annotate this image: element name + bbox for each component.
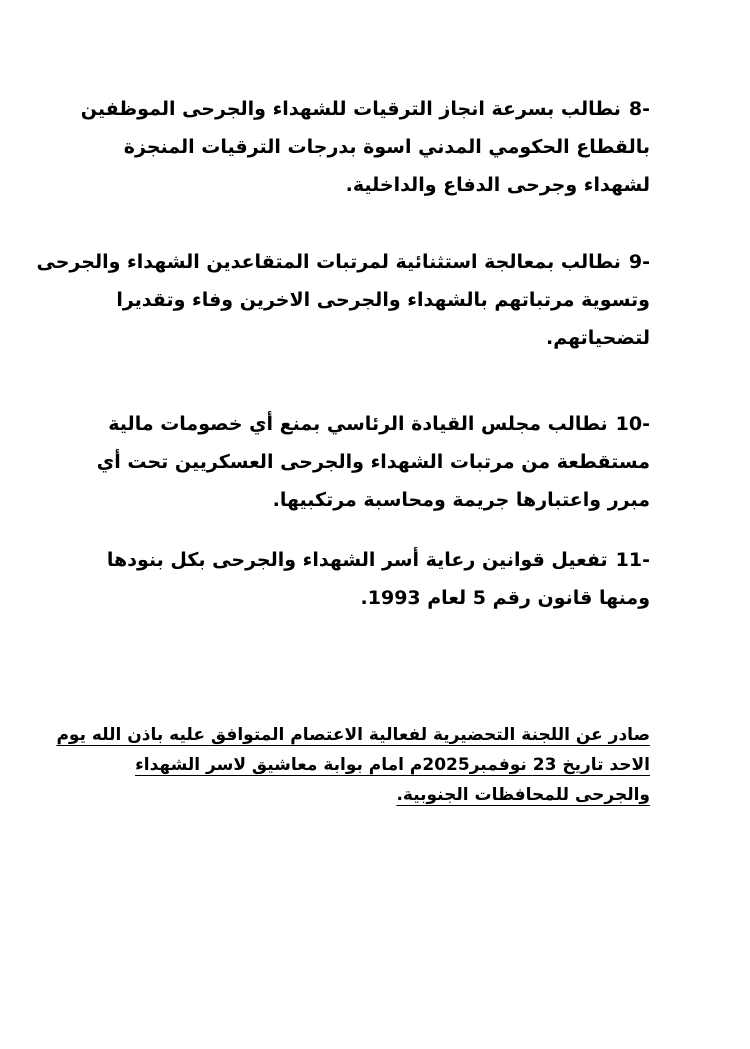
issuer-statement-line-1: صادر عن اللجنة التحضيرية لفعالية الاعتصام المتوافق عليه باذن الله يوم — [56, 725, 650, 745]
demand-item-10-line-2: مستقطعة من مرتبات الشهداء والجرحى العسكريين تحت أي — [96, 451, 650, 473]
demand-item-8-line-2: بالقطاع الحكومي المدني اسوة بدرجات الترقيات المنجزة — [123, 136, 650, 158]
demand-item-11-number: 11- — [615, 549, 650, 571]
demand-item-8-line-3: لشهداء وجرحى الدفاع والداخلية. — [345, 174, 650, 196]
demand-item-8-line-1: 8-نطالب بسرعة انجاز الترقيات للشهداء والجرحى الموظفين — [90, 90, 650, 128]
issuer-statement-line-3: والجرحى للمحافظات الجنوبية. — [396, 785, 650, 805]
demand-item-8 — [80, 90, 650, 204]
demand-item-9 — [36, 243, 650, 357]
demand-item-11 — [90, 541, 650, 617]
demand-item-9-line-1: 9-نطالب بمعالجة استثنائية لمرتبات المتقاعدين الشهداء والجرحى — [90, 243, 650, 281]
demand-item-10-number: 10- — [615, 413, 650, 435]
demand-item-9-line-2: وتسوية مرتباتهم بالشهداء والجرحى الاخرين وفاء وتقديرا — [116, 289, 650, 311]
demand-item-10-line-3: مبرر واعتبارها جريمة ومحاسبة مرتكبيها. — [272, 489, 650, 511]
demand-item-9-number: 9- — [628, 251, 650, 273]
demand-item-10 — [90, 405, 650, 519]
demand-item-9-line-3: لتضحياتهم. — [546, 327, 650, 349]
demand-item-8-number: 8- — [628, 98, 650, 120]
issuer-statement-line-2: الاحد تاريخ 23 نوفمبر2025م امام بوابة معاشيق لاسر الشهداء — [135, 755, 650, 775]
demand-item-10-line-1: 10-نطالب مجلس القيادة الرئاسي بمنع أي خصومات مالية — [90, 405, 650, 443]
demand-item-11-line-2: ومنها قانون رقم 5 لعام 1993. — [360, 587, 650, 609]
issuer-statement — [56, 720, 650, 810]
demand-item-11-line-1: 11-تفعيل قوانين رعاية أسر الشهداء والجرحى بكل بنودها — [90, 541, 650, 579]
